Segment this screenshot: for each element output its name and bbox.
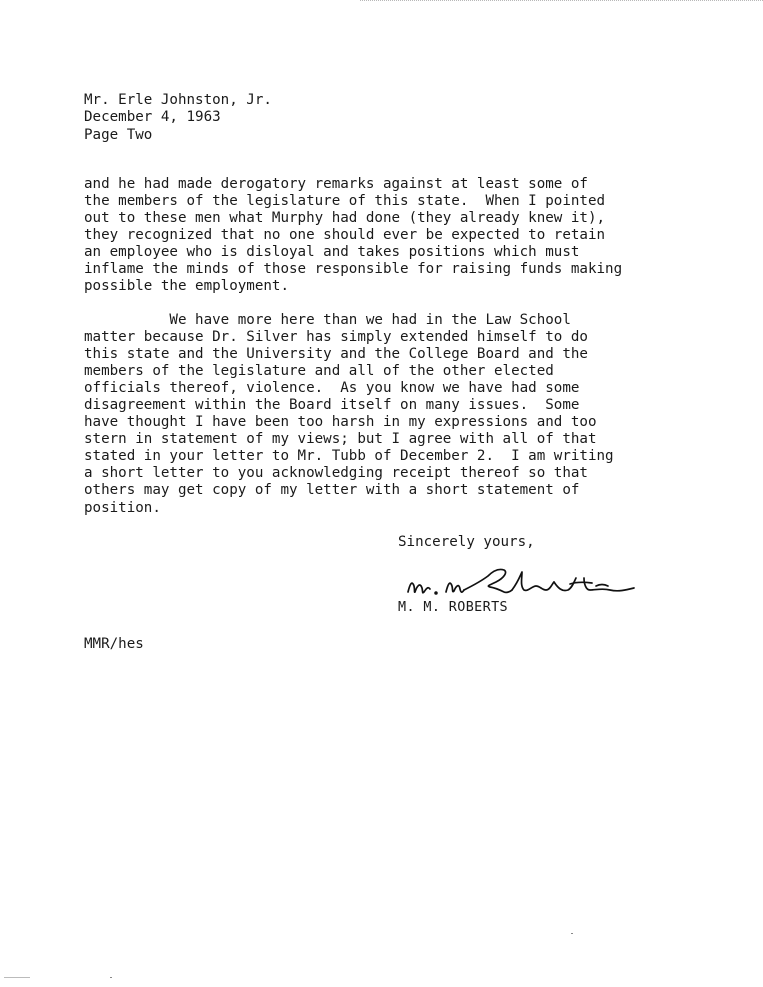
page-number: Page Two	[84, 126, 153, 143]
body-paragraph-2	[84, 312, 664, 517]
paragraph-line: the members of the legislature of this state. When I pointed	[84, 193, 606, 210]
letter-heading	[84, 92, 272, 144]
scan-speck	[571, 933, 573, 934]
paragraph-line: members of the legislature and all of the other elected	[84, 363, 554, 380]
paragraph-line: have thought I have been too harsh in my expressions and too	[84, 414, 597, 431]
recipient-name: Mr. Erle Johnston, Jr.	[84, 92, 272, 108]
paragraph-line: stern in statement of my views; but I agree with all of that	[84, 431, 597, 448]
reference-initials: MMR/hes	[84, 636, 144, 652]
complimentary-close: Sincerely yours,	[398, 534, 535, 550]
paragraph-line: and he had made derogatory remarks against at least some of	[84, 176, 588, 192]
paragraph-line: disagreement within the Board itself on many issues. Some	[84, 397, 580, 414]
paragraph-line: stated in your letter to Mr. Tubb of December 2. I am writing	[84, 448, 614, 465]
paragraph-line: this state and the University and the College Board and the	[84, 346, 588, 363]
paragraph-line: officials thereof, violence. As you know we have had some	[84, 380, 580, 397]
paragraph-line: out to these men what Murphy had done (they already knew it),	[84, 210, 606, 227]
paragraph-line: a short letter to you acknowledging receipt thereof so that	[84, 465, 588, 482]
letter-date: December 4, 1963	[84, 109, 221, 126]
paragraph-line: position.	[84, 499, 161, 516]
scan-speck	[110, 977, 112, 978]
paragraph-line: possible the employment.	[84, 278, 289, 295]
paragraph-line: others may get copy of my letter with a short statement of	[84, 482, 580, 499]
paragraph-line: matter because Dr. Silver has simply extended himself to do	[84, 329, 588, 346]
scan-speck	[4, 977, 30, 978]
paragraph-line: an employee who is disloyal and takes positions which must	[84, 244, 580, 261]
paragraph-line: We have more here than we had in the Law School	[84, 312, 571, 328]
body-paragraph-1	[84, 176, 664, 295]
paragraph-line: inflame the minds of those responsible for raising funds making	[84, 261, 623, 278]
signer-name: M. M. ROBERTS	[398, 600, 509, 615]
paragraph-line: they recognized that no one should ever be expected to retain	[84, 227, 606, 244]
